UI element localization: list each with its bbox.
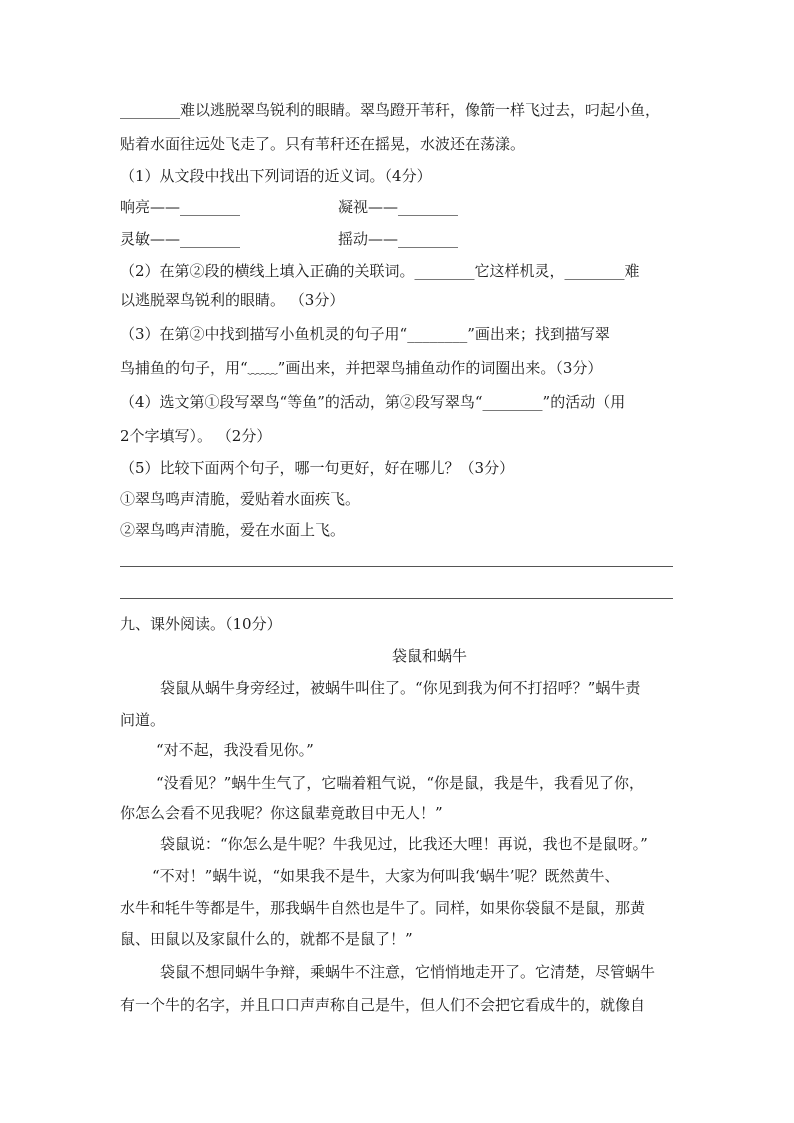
question-3: （3）在第②中找到描写小鱼机灵的句子用“________”画出来；找到描写翠 — [120, 325, 610, 343]
answer-line[interactable] — [120, 566, 673, 567]
answer-line[interactable] — [120, 598, 673, 599]
section-heading: 九、课外阅读。（10分） — [120, 615, 282, 633]
synonym-item: 摇动——________ — [338, 230, 459, 248]
sentence-1: ①翠鸟鸣声清脆，爱贴着水面疾飞。 — [120, 490, 361, 508]
story-line: 袋鼠不想同蜗牛争辩，乘蜗牛不注意，它悄悄地走开了。它清楚，尽管蜗牛 — [160, 963, 656, 981]
story-title: 袋鼠和蜗牛 — [392, 647, 468, 665]
question-2-cont: 以逃脱翠鸟锐利的眼睛。 （3分） — [120, 291, 345, 309]
synonym-item: 灵敏——________ — [120, 230, 241, 248]
synonym-item: 响亮——________ — [120, 198, 241, 216]
question-3-cont: 鸟捕鱼的句子，用“﹏﹏”画出来，并把翠鸟捕鱼动作的词圈出来。（3分） — [120, 359, 603, 377]
question-4-cont: 2个字填写）。 （2分） — [120, 427, 272, 445]
story-line: 水牛和牦牛等都是牛，那我蜗牛自然也是牛了。同样，如果你袋鼠不是鼠，那黄 — [120, 899, 646, 917]
story-line: 你怎么会看不见我呢？你这鼠辈竟敢目中无人！” — [120, 804, 443, 822]
question-1: （1）从文段中找出下列词语的近义词。（4分） — [120, 167, 432, 185]
passage-line: 贴着水面往远处飞走了。只有苇秆还在摇晃，水波还在荡漾。 — [120, 135, 526, 153]
story-line: 问道。 — [120, 711, 166, 729]
question-4: （4）选文第①段写翠鸟“等鱼”的活动，第②段写翠鸟“________”的活动（用 — [120, 393, 626, 411]
passage-line: ________难以逃脱翠鸟锐利的眼睛。翠鸟蹬开苇秆，像箭一样飞过去，叼起小鱼， — [120, 101, 661, 119]
question-5: （5）比较下面两个句子，哪一句更好，好在哪儿？（3分） — [120, 459, 515, 477]
story-line: 袋鼠说：“你怎么是牛呢？牛我见过，比我还大哩！再说，我也不是鼠呀。” — [160, 835, 648, 853]
question-2: （2）在第②段的横线上填入正确的关联词。________它这样机灵，________难 — [120, 262, 640, 280]
story-line: “对不起，我没看见你。” — [156, 741, 314, 759]
story-line: 有一个牛的名字，并且口口声声称自己是牛，但人们不会把它看成牛的，就像自 — [120, 996, 646, 1014]
sentence-2: ②翠鸟鸣声清脆，爱在水面上飞。 — [120, 521, 346, 539]
story-line: 鼠、田鼠以及家鼠什么的，就都不是鼠了！” — [120, 930, 413, 948]
story-line: “没看见？”蜗牛生气了，它喘着粗气说，“你是鼠，我是牛，我看见了你， — [156, 774, 645, 792]
story-line: “不对！”蜗牛说，“如果我不是牛，大家为何叫我‘蜗牛’呢？既然黄牛、 — [152, 867, 620, 885]
synonym-item: 凝视——________ — [338, 198, 459, 216]
story-line: 袋鼠从蜗牛身旁经过，被蜗牛叫住了。“你见到我为何不打招呼？”蜗牛责 — [160, 679, 641, 697]
